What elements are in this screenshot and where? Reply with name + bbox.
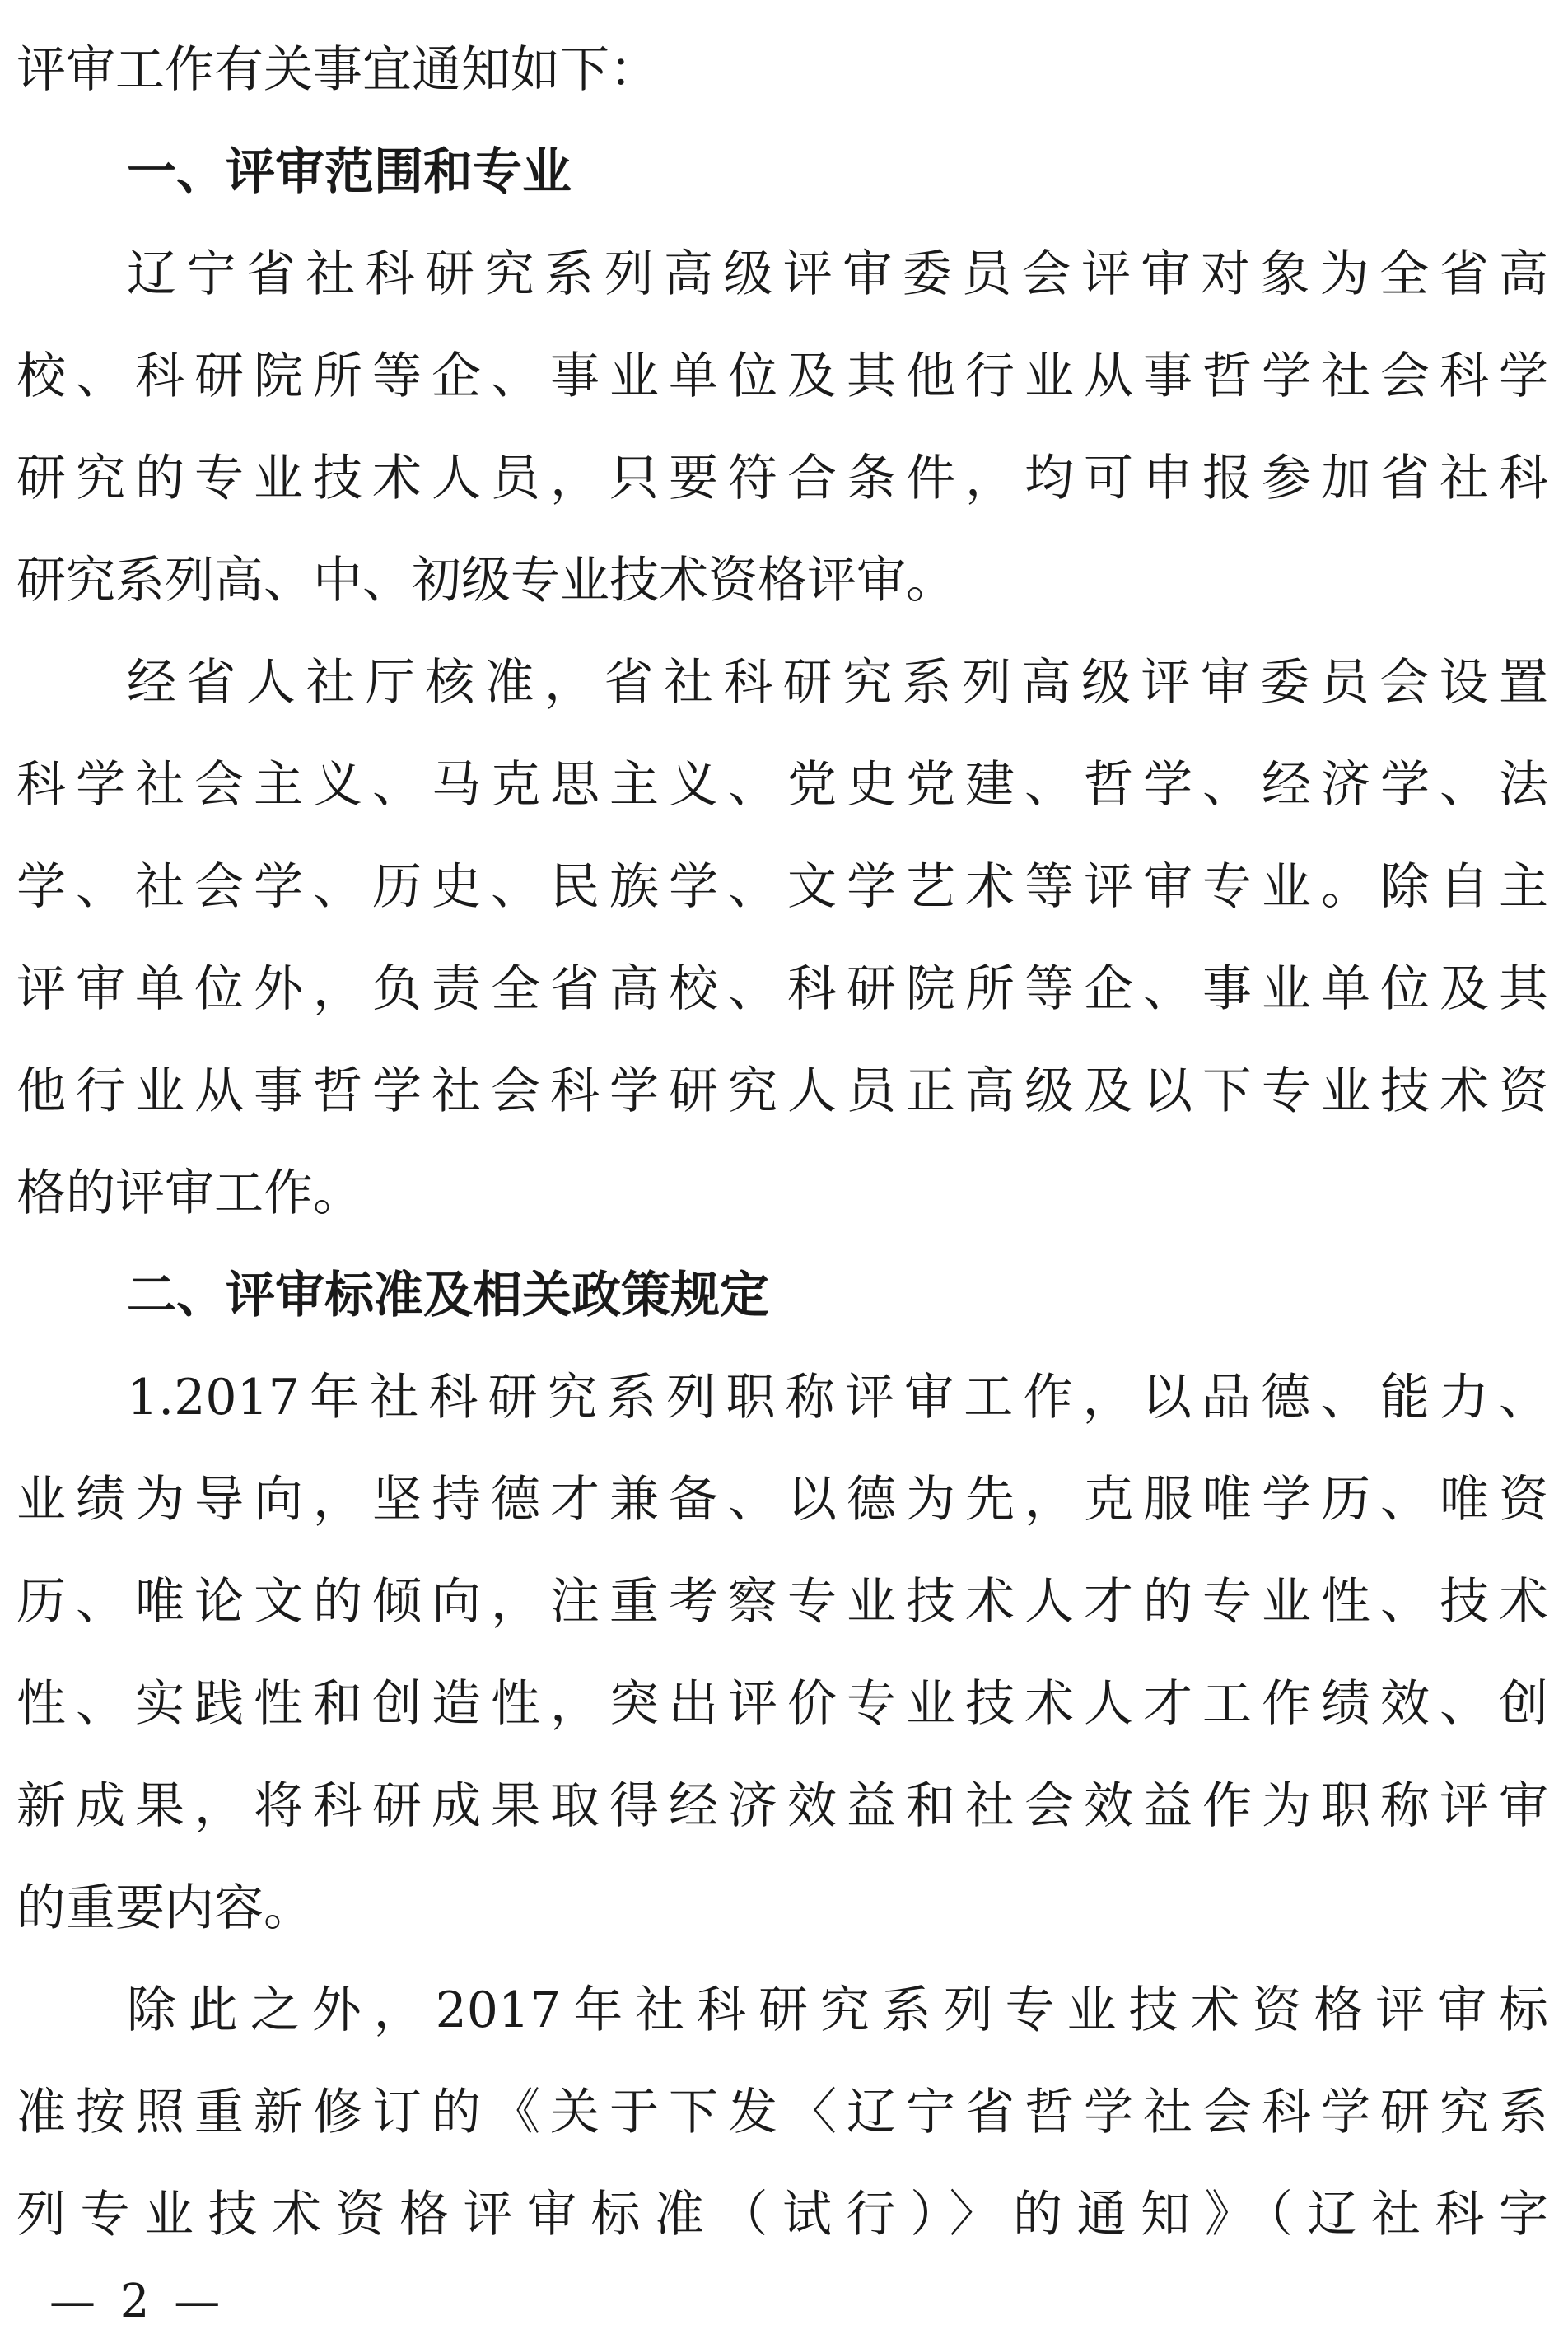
paragraph-line: 1.2017年社科研究系列职称评审工作，以品德、能力、	[127, 1369, 1548, 1426]
paragraph-line: 新成果，将科研成果取得经济效益和社会效益作为职称评审	[16, 1777, 1548, 1835]
paragraph-line: 评审单位外，负责全省高校、科研院所等企、事业单位及其	[16, 960, 1548, 1018]
paragraph-line: 历、唯论文的倾向，注重考察专业技术人才的专业性、技术	[16, 1573, 1548, 1631]
paragraph-line: 学、社会学、历史、民族学、文学艺术等评审专业。除自主	[16, 858, 1548, 916]
paragraph-line: 经省人社厅核准，省社科研究系列高级评审委员会设置	[127, 654, 1548, 712]
page-number: — 2 —	[49, 2275, 226, 2328]
paragraph-line: 他行业从事哲学社会科学研究人员正高级及以下专业技术资	[16, 1062, 1548, 1120]
paragraph-line: 列专业技术资格评审标准（试行）〉的通知》（辽社科字	[16, 2186, 1548, 2243]
paragraph-line: 准按照重新修订的《关于下发〈辽宁省哲学社会科学研究系	[16, 2084, 1548, 2141]
body-text-line: 评审工作有关事宜通知如下：	[16, 41, 659, 99]
section-heading-standards: 二、评审标准及相关政策规定	[127, 1267, 769, 1324]
paragraph-line: 除此之外，2017年社科研究系列专业技术资格评审标	[127, 1982, 1548, 2039]
paragraph-line: 的重要内容。	[16, 1879, 313, 1937]
paragraph-line: 科学社会主义、马克思主义、党史党建、哲学、经济学、法	[16, 756, 1548, 814]
paragraph-line: 业绩为导向，坚持德才兼备、以德为先，克服唯学历、唯资	[16, 1471, 1548, 1529]
paragraph-line: 研究系列高、中、初级专业技术资格评审。	[16, 552, 955, 609]
paragraph-line: 研究的专业技术人员，只要符合条件，均可申报参加省社科	[16, 450, 1548, 507]
paragraph-line: 辽宁省社科研究系列高级评审委员会评审对象为全省高	[127, 245, 1548, 303]
paragraph-line: 格的评审工作。	[16, 1165, 362, 1222]
section-heading-scope: 一、评审范围和专业	[127, 143, 572, 201]
paragraph-line: 校、科研院所等企、事业单位及其他行业从事哲学社会科学	[16, 348, 1548, 405]
paragraph-line: 性、实践性和创造性，突出评价专业技术人才工作绩效、创	[16, 1675, 1548, 1733]
